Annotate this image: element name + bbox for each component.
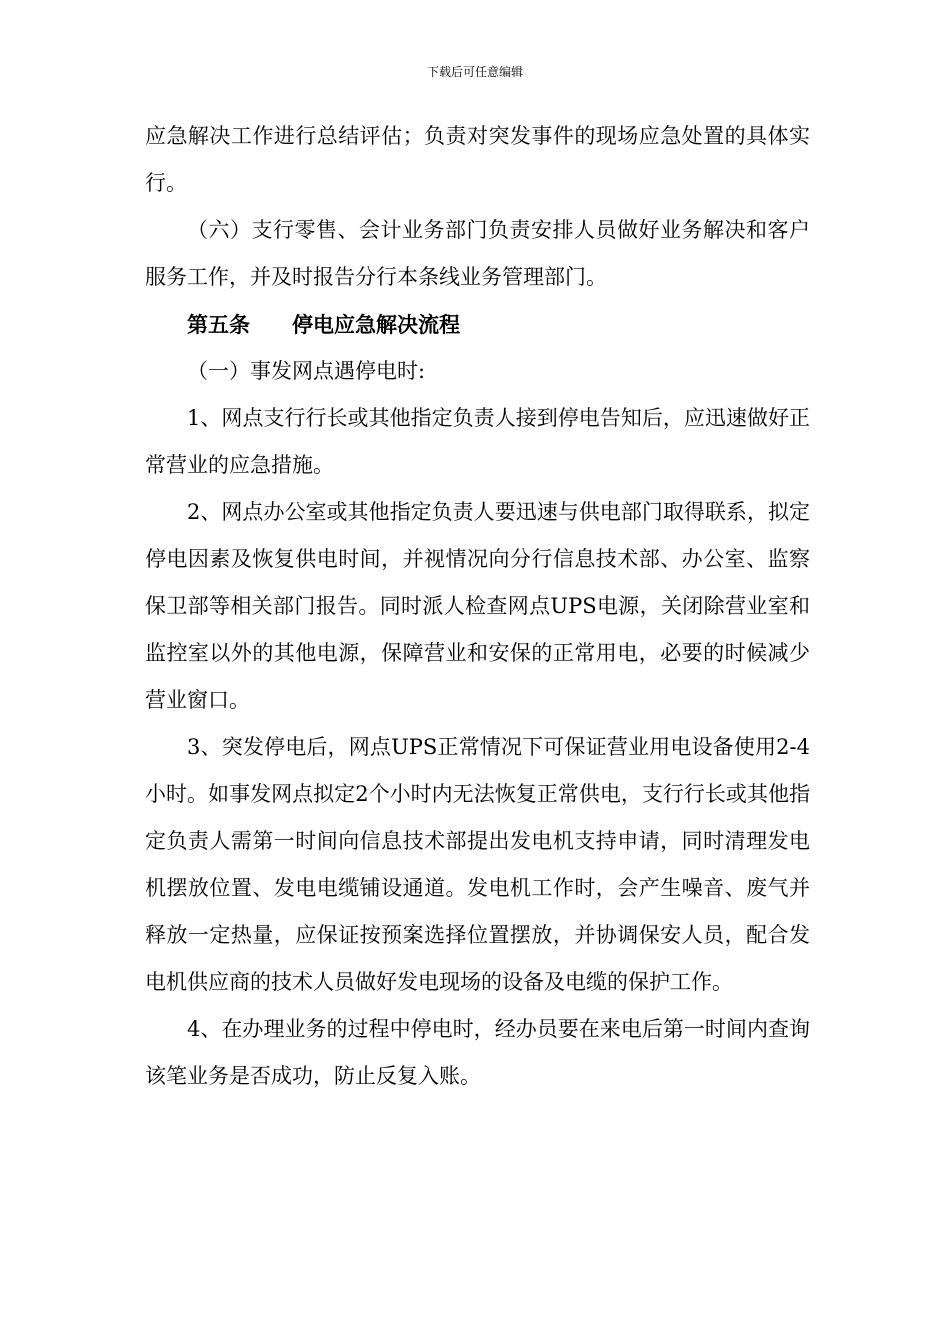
- paragraph-step-4: 4、在办理业务的过程中停电时，经办员要在来电后第一时间内查询该笔业务是否成功，防止反复入账。: [145, 1017, 810, 1088]
- article-title: 停电应急解决流程: [292, 312, 460, 337]
- paragraph-continuation: 应急解决工作进行总结评估；负责对突发事件的现场应急处置的具体实行。: [145, 124, 810, 195]
- article-number: 第五条: [187, 312, 250, 337]
- document-body: [145, 113, 810, 1100]
- article-heading: [145, 301, 810, 348]
- page-header: 下载后可任意编辑: [426, 65, 523, 79]
- paragraph-step-2: 2、网点办公室或其他指定负责人要迅速与供电部门取得联系，拟定停电因素及恢复供电时间，并视情况向分行信息技术部、办公室、监察保卫部等相关部门报告。同时派人检查网点UPS电源，关闭除营业室和监控室以外的其他电源，保障营业和安保的正常用电，必要的时候减少营业窗口。: [145, 500, 810, 712]
- paragraph-item-six: （六）支行零售、会计业务部门负责安排人员做好业务解决和客户服务工作，并及时报告分行本条线业务管理部门。: [145, 218, 810, 289]
- paragraph-step-1: 1、网点支行行长或其他指定负责人接到停电告知后，应迅速做好正常营业的应急措施。: [145, 406, 810, 477]
- paragraph-subsection-one: （一）事发网点遇停电时:: [187, 359, 426, 383]
- paragraph-step-3: 3、突发停电后，网点UPS正常情况下可保证营业用电设备使用2-4小时。如事发网点拟定2个小时内无法恢复正常供电，支行行长或其他指定负责人需第一时间向信息技术部提出发电机支持申请，同时清理发电机摆放位置、发电电缆铺设通道。发电机工作时，会产生噪音、废气并释放一定热量，应保证按预案选择位置摆放，并协调保安人员，配合发电机供应商的技术人员做好发电现场的设备及电缆的保护工作。: [145, 735, 810, 994]
